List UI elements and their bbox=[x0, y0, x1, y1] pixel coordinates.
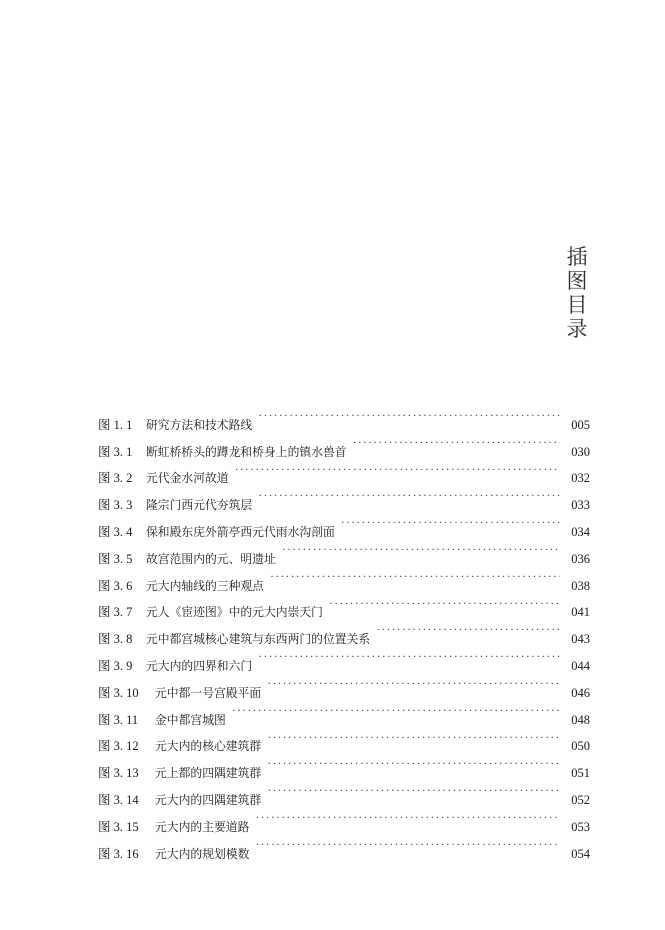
dot-leader bbox=[267, 750, 560, 777]
figure-number: 图 3. 1 bbox=[98, 444, 133, 459]
dot-leader bbox=[282, 536, 560, 563]
figure-number: 图 3. 12 bbox=[98, 739, 139, 754]
figure-number: 图 3. 6 bbox=[98, 578, 133, 593]
figure-number: 图 3. 8 bbox=[98, 632, 133, 647]
title-char: 图 bbox=[566, 269, 588, 293]
page-number: 038 bbox=[571, 578, 590, 593]
dot-leader bbox=[258, 643, 560, 670]
figure-title: 研究方法和技术路线 bbox=[146, 417, 253, 432]
figure-title: 元大内的主要道路 bbox=[155, 819, 250, 834]
figure-title: 元大内的四界和六门 bbox=[146, 658, 253, 673]
dot-leader bbox=[267, 724, 560, 751]
figure-number: 图 3. 4 bbox=[98, 524, 133, 539]
figure-title: 元大内的规划模数 bbox=[155, 846, 250, 861]
figure-title: 保和殿东庑外箭亭西元代雨水沟剖面 bbox=[146, 524, 335, 539]
dot-leader bbox=[255, 831, 560, 858]
figure-title: 元中都一号宫殿平面 bbox=[155, 685, 262, 700]
page-number: 051 bbox=[571, 766, 590, 781]
page-number: 041 bbox=[571, 605, 590, 620]
figure-number: 图 1. 1 bbox=[98, 417, 133, 432]
dot-leader bbox=[258, 482, 560, 509]
page-number: 033 bbox=[571, 498, 590, 513]
figure-title: 元代金水河故道 bbox=[146, 471, 229, 486]
page-number: 043 bbox=[571, 632, 590, 647]
toc-entry[interactable] bbox=[98, 402, 590, 432]
page-number: 050 bbox=[571, 739, 590, 754]
figure-title: 元中都宫城核心建筑与东西两门的位置关系 bbox=[146, 632, 371, 647]
figure-number: 图 3. 14 bbox=[98, 792, 139, 807]
figure-title: 故宫范围内的元、明遗址 bbox=[146, 551, 276, 566]
page-number: 036 bbox=[571, 551, 590, 566]
dot-leader bbox=[235, 456, 560, 483]
page-number: 046 bbox=[571, 685, 590, 700]
figure-number: 图 3. 3 bbox=[98, 498, 133, 513]
figure-title: 金中都宫城图 bbox=[155, 712, 226, 727]
figure-title: 断虹桥桥头的蹲龙和桥身上的镇水兽首 bbox=[146, 444, 347, 459]
page-number: 053 bbox=[571, 819, 590, 834]
figure-number: 图 3. 10 bbox=[98, 685, 139, 700]
figure-list bbox=[98, 402, 590, 861]
figure-number: 图 3. 5 bbox=[98, 551, 133, 566]
page-number: 044 bbox=[571, 658, 590, 673]
page-number: 054 bbox=[571, 846, 590, 861]
title-char: 目 bbox=[566, 293, 588, 317]
figure-number: 图 3. 11 bbox=[98, 712, 139, 727]
figure-title: 元大内的核心建筑群 bbox=[155, 739, 262, 754]
dot-leader bbox=[258, 402, 560, 429]
figure-number: 图 3. 2 bbox=[98, 471, 133, 486]
page-number: 030 bbox=[571, 444, 590, 459]
figure-title: 元人《宦迹图》中的元大内崇天门 bbox=[146, 605, 323, 620]
page-title bbox=[562, 245, 592, 341]
figure-title: 隆宗门西元代夯筑层 bbox=[146, 498, 253, 513]
dot-leader bbox=[353, 429, 560, 456]
dot-leader bbox=[267, 670, 560, 697]
dot-leader bbox=[329, 590, 560, 617]
dot-leader bbox=[376, 616, 560, 643]
dot-leader bbox=[270, 563, 560, 590]
page-number: 034 bbox=[571, 524, 590, 539]
figure-number: 图 3. 16 bbox=[98, 846, 139, 861]
figure-number: 图 3. 9 bbox=[98, 658, 133, 673]
dot-leader bbox=[232, 697, 560, 724]
page-number: 005 bbox=[571, 417, 590, 432]
page-number: 048 bbox=[571, 712, 590, 727]
figure-title: 元大内轴线的三种观点 bbox=[146, 578, 264, 593]
dot-leader bbox=[255, 804, 560, 831]
page-number: 052 bbox=[571, 792, 590, 807]
figure-title: 元大内的四隅建筑群 bbox=[155, 792, 262, 807]
dot-leader bbox=[341, 509, 560, 536]
dot-leader bbox=[267, 777, 560, 804]
figure-number: 图 3. 13 bbox=[98, 766, 139, 781]
title-char: 录 bbox=[566, 317, 588, 341]
figure-number: 图 3. 7 bbox=[98, 605, 133, 620]
title-char: 插 bbox=[566, 245, 588, 269]
figure-title: 元上都的四隅建筑群 bbox=[155, 766, 262, 781]
page-number: 032 bbox=[571, 471, 590, 486]
figure-number: 图 3. 15 bbox=[98, 819, 139, 834]
